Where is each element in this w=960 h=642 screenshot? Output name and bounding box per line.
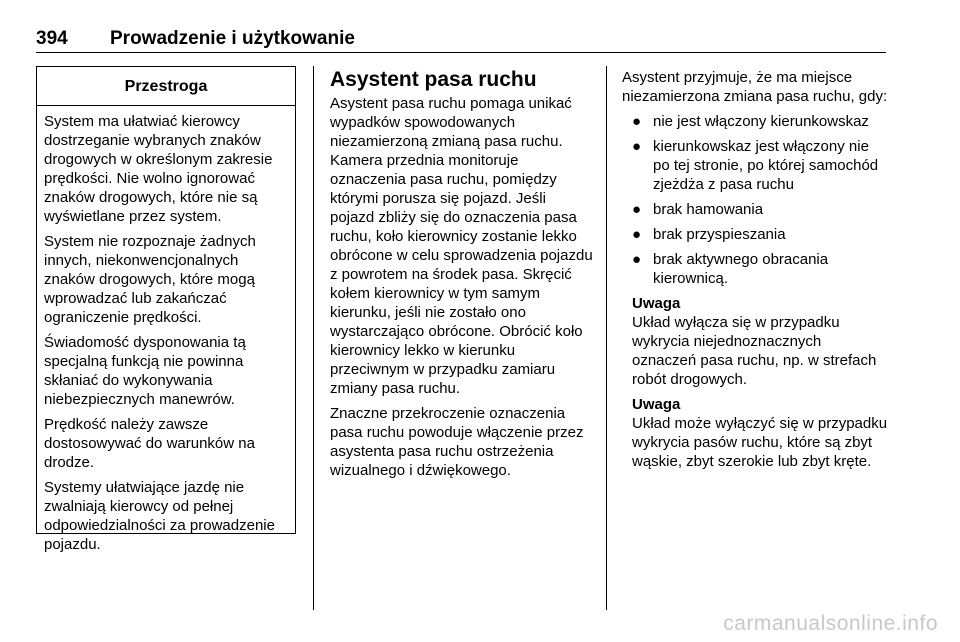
note-block	[622, 294, 888, 389]
column-divider	[313, 66, 314, 610]
list-item: ● brak aktywnego obracania kierownicą.	[632, 251, 829, 287]
page-header	[36, 26, 886, 53]
warning-paragraph: Świadomość dysponowania tą specjalną funkcją nie powinna skłaniać do wykonywania niebezpiecznych manewrów.	[44, 334, 246, 408]
list-item: ● kierunkowskaz jest włączony nie po tej stronie, po której samochód zjeżdża z pasa ruchu	[632, 138, 879, 193]
lane-assist-section	[330, 68, 594, 486]
list-item: ● nie jest włączony kierunkowskaz	[632, 113, 869, 130]
page-number: 394	[36, 28, 68, 49]
note-text: Układ wyłącza się w przypadku wykrycia niejednoznacznych oznaczeń pasa ruchu, np. w strefach robót drogowych.	[632, 314, 877, 388]
section-paragraph: Asystent pasa ruchu pomaga unikać wypadków spowodowanych niezamierzoną zmianą pasa ruchu. Kamera przednia monitoruje oznaczenia pasa ruchu, pomiędzy którymi porusza się pojazd. Jeśli pojazd zbliży się do oznaczenia pasa ruchu, koło kierownicy zostanie lekko obrócone w celu sprowadzenia pojazdu z powrotem na środek pasa. Skręcić kołem kierownicy w tym samym kierunku, jeśli nie zostało ono wystarczająco obrócone. Obrócić koło kierownicy lekko w kierunku przeciwnym w przypadku zamiaru zmiany pasa ruchu.	[330, 95, 593, 397]
bullet-icon: ●	[632, 251, 642, 268]
warning-title: Przestroga	[37, 67, 295, 106]
warning-box	[36, 66, 296, 553]
note-block	[622, 395, 888, 471]
warning-paragraph: Systemy ułatwiające jazdę nie zwalniają kierowcy od pełnej odpowiedzialności za prowadzenie pojazdu.	[44, 479, 275, 553]
section-title: Asystent pasa ruchu	[330, 68, 537, 91]
list-item: ● brak przyspieszania	[632, 226, 786, 243]
bullet-icon: ●	[632, 138, 642, 155]
note-label: Uwaga	[632, 295, 681, 312]
page-title: Prowadzenie i użytkowanie	[110, 28, 355, 49]
section-paragraph: Znaczne przekroczenie oznaczenia pasa ruchu powoduje włączenie przez asystenta pasa ruchu ostrzeżenia wizualnego i dźwiękowego.	[330, 405, 584, 479]
bullet-icon: ●	[632, 201, 642, 218]
bullet-icon: ●	[632, 113, 642, 130]
watermark: carmanualsonline.info	[723, 612, 938, 635]
warning-paragraph: System nie rozpoznaje żadnych innych, niekonwencjonalnych znaków drogowych, które mogą wprowadzać lub zakańczać ograniczenie prędkości.	[44, 233, 256, 326]
note-label: Uwaga	[632, 396, 681, 413]
warning-paragraph: Prędkość należy zawsze dostosowywać do warunków na drodze.	[44, 416, 255, 471]
bullet-icon: ●	[632, 226, 642, 243]
warning-paragraph: System ma ułatwiać kierowcy dostrzeganie wybranych znaków drogowych w określonym zakresie prędkości. Nie wolno ignorować znaków drogowych, które nie są wyświetlane przez system.	[44, 113, 273, 225]
warning-body	[37, 106, 295, 554]
conditions-column	[622, 68, 888, 477]
conditions-intro: Asystent przyjmuje, że ma miejsce niezamierzona zmiana pasa ruchu, gdy:	[622, 69, 888, 105]
note-text: Układ może wyłączyć się w przypadku wykrycia pasów ruchu, które są zbyt wąskie, zbyt szerokie lub zbyt kręte.	[632, 415, 888, 470]
list-item: ● brak hamowania	[632, 201, 764, 218]
column-divider	[606, 66, 607, 610]
conditions-list	[622, 112, 888, 288]
